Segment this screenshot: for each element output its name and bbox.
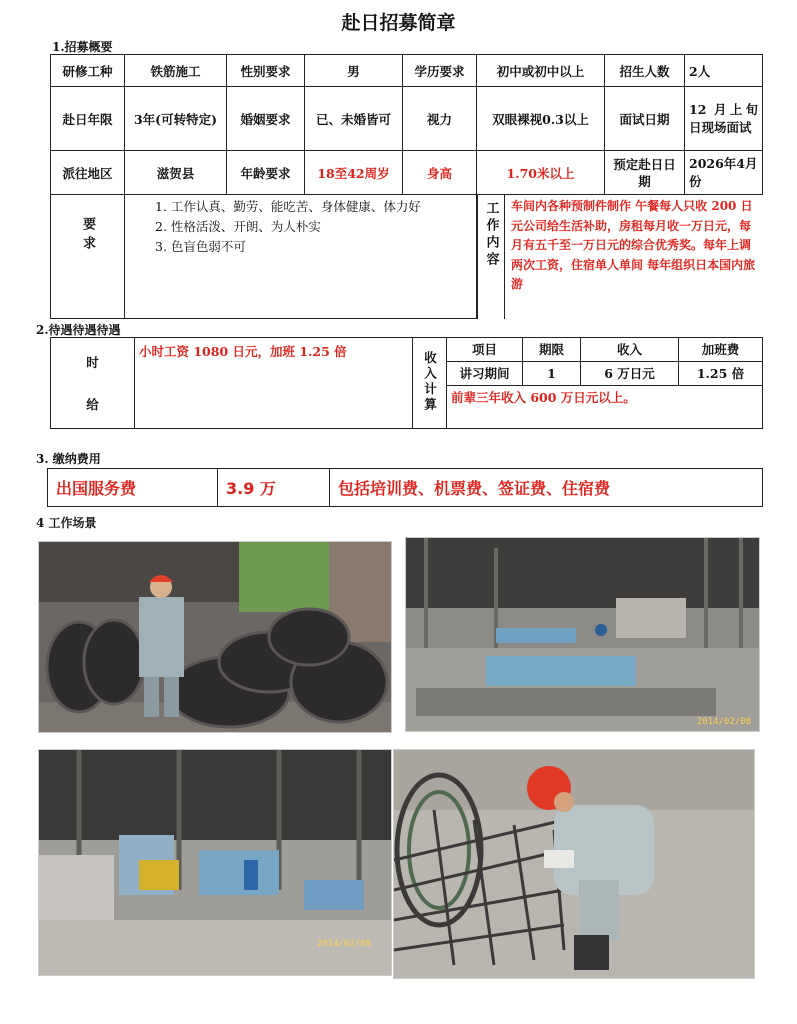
welding-rebar-cage-photo <box>393 749 755 979</box>
label-education: 学历要求 <box>403 55 477 87</box>
label-marriage: 婚姻要求 <box>227 87 305 151</box>
table-row <box>51 87 763 151</box>
income-header: 收入 <box>581 338 679 362</box>
factory-floor-photo <box>38 749 392 976</box>
value-region: 滋贺县 <box>125 151 227 195</box>
section1-heading: 1.招募概要 <box>52 40 113 54</box>
label-gender: 性别要求 <box>227 55 305 87</box>
section3-heading: 3. 缴纳费用 <box>36 452 101 466</box>
rebar-coil-worker-photo <box>38 541 392 733</box>
requirement-item: 2. 性格活泼、开朗、为人朴实 <box>155 219 321 234</box>
photo-date-stamp: 2014/02/08 <box>316 939 371 949</box>
income-header: 加班费 <box>679 338 763 362</box>
label-departure: 预定赴日日期 <box>605 151 685 195</box>
section2-heading: 2.待遇待遇待遇 <box>36 323 121 337</box>
value-interview: 12 月上旬日现场面试 <box>685 87 763 151</box>
value-years: 3年(可转特定) <box>125 87 227 151</box>
table-row <box>51 151 763 195</box>
pay-label-bottom: 给 <box>86 397 99 412</box>
label-vision: 视力 <box>403 87 477 151</box>
income-label-cell <box>413 338 447 429</box>
requirements-label: 要求 <box>80 217 95 255</box>
work-content-label-box <box>477 195 505 319</box>
table-row <box>48 469 763 507</box>
value-height: 1.70米以上 <box>477 151 605 195</box>
income-note: 前辈三年收入 600 万日元以上。 <box>447 385 763 428</box>
income-label: 收入计算 <box>422 350 438 413</box>
value-vision: 双眼裸视0.3以上 <box>477 87 605 151</box>
income-cell: 1 <box>523 361 581 385</box>
income-header: 项目 <box>447 338 523 362</box>
label-age: 年龄要求 <box>227 151 305 195</box>
recruit-table <box>50 54 763 319</box>
value-age: 18至42周岁 <box>305 151 403 195</box>
factory-workshop-photo <box>405 537 760 732</box>
requirement-item: 1. 工作认真、勤劳、能吃苦、身体健康、体力好 <box>155 199 421 214</box>
label-interview: 面试日期 <box>605 87 685 151</box>
pay-label-top: 时 <box>86 355 99 370</box>
income-cell: 1.25 倍 <box>679 361 763 385</box>
fee-amount: 3.9 万 <box>218 469 330 507</box>
fee-name: 出国服务费 <box>48 469 218 507</box>
requirement-item: 3. 色盲色弱不可 <box>155 239 246 254</box>
label-height: 身高 <box>403 151 477 195</box>
page-title: 赴日招募简章 <box>341 12 456 34</box>
income-cell: 讲习期间 <box>447 361 523 385</box>
hourly-wage-text: 小时工资 1080 日元，加班 1.25 倍 <box>135 338 413 429</box>
label-headcount: 招生人数 <box>605 55 685 87</box>
income-cell: 6 万日元 <box>581 361 679 385</box>
pay-table <box>50 337 763 429</box>
value-job: 铁筋施工 <box>125 55 227 87</box>
value-departure: 2026年4月份 <box>685 151 763 195</box>
value-headcount: 2人 <box>685 55 763 87</box>
fee-table <box>47 468 763 507</box>
table-row <box>51 195 763 319</box>
requirements-label-cell <box>51 195 125 319</box>
value-education: 初中或初中以上 <box>477 55 605 87</box>
table-row <box>51 55 763 87</box>
work-content-text: 车间内各种预制件制作 午餐每人只收 200 日元公司给生活补助，房租每月收一万日元，每月有五千至一万日元的综合优秀奖。每年上调两次工资，住宿单人单间 每年组织日本国内旅游 <box>511 199 756 291</box>
value-gender: 男 <box>305 55 403 87</box>
income-header: 期限 <box>523 338 581 362</box>
label-years: 赴日年限 <box>51 87 125 151</box>
photo-date-stamp: 2014/02/08 <box>696 717 751 727</box>
requirements-cell <box>125 195 477 319</box>
label-job: 研修工种 <box>51 55 125 87</box>
section4-heading: 4 工作场景 <box>36 516 97 530</box>
work-content-label: 工作内容 <box>483 201 499 269</box>
label-region: 派往地区 <box>51 151 125 195</box>
fee-includes: 包括培训费、机票费、签证费、住宿费 <box>330 469 763 507</box>
value-marriage: 已、未婚皆可 <box>305 87 403 151</box>
pay-label-cell <box>51 338 135 429</box>
work-content-cell <box>477 195 763 319</box>
requirements-list <box>129 197 472 257</box>
